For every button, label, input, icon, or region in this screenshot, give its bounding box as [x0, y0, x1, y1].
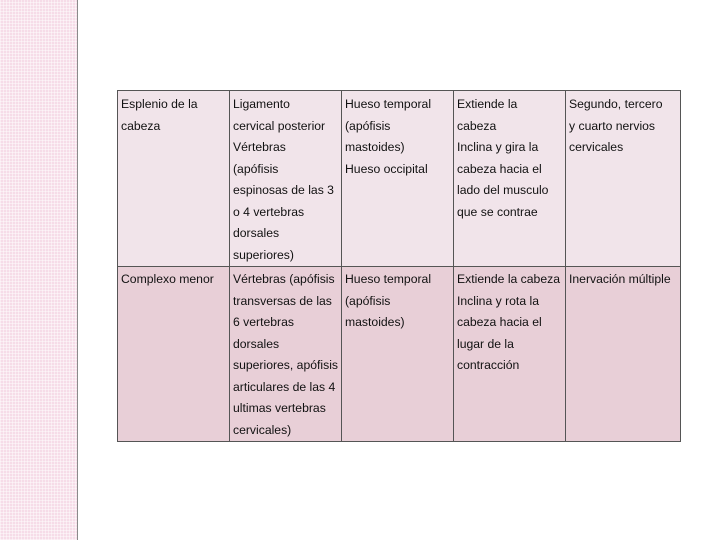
table-row	[118, 267, 681, 442]
decorative-side-strip	[0, 0, 78, 540]
muscle-cell: Esplenio de la cabeza	[118, 91, 230, 267]
table-row	[118, 91, 681, 267]
action-cell: Extiende la cabeza Inclina y rota la cabeza hacia el lugar de la contracción	[454, 267, 566, 442]
origin-cell: Vértebras (apófisis transversas de las 6 vertebras dorsales superiores, apófisis articulares de las 4 ultimas vertebras cervicales)	[230, 267, 342, 442]
action-cell: Extiende la cabeza Inclina y gira la cabeza hacia el lado del musculo que se contrae	[454, 91, 566, 267]
muscle-table	[117, 90, 681, 442]
muscle-cell: Complexo menor	[118, 267, 230, 442]
origin-cell: Ligamento cervical posterior Vértebras (apófisis espinosas de las 3 o 4 vertebras dorsales superiores)	[230, 91, 342, 267]
insertion-cell: Hueso temporal (apófisis mastoides)	[342, 267, 454, 442]
innervation-cell: Inervación múltiple	[566, 267, 681, 442]
insertion-cell: Hueso temporal (apófisis mastoides) Hueso occipital	[342, 91, 454, 267]
innervation-cell: Segundo, tercero y cuarto nervios cervicales	[566, 91, 681, 267]
